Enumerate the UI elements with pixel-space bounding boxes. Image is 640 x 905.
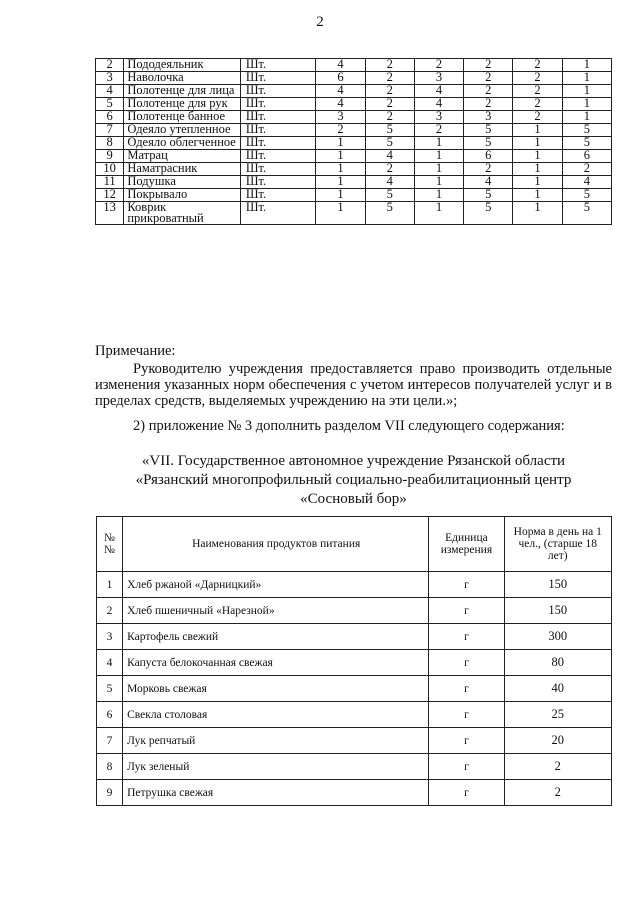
- norm-value: 2: [513, 98, 562, 111]
- item-name: Пододеяльник: [124, 59, 240, 72]
- item-name: Покрывало: [124, 189, 240, 202]
- norm-value: 4: [414, 98, 463, 111]
- row-number: 4: [97, 650, 123, 676]
- norm-value: 2: [365, 59, 414, 72]
- norm-value: 2: [513, 59, 562, 72]
- row-number: 1: [97, 572, 123, 598]
- norm-value: 5: [464, 137, 513, 150]
- amendment-text: 2) приложение № 3 дополнить разделом VII следующего содержания:: [133, 418, 565, 434]
- norm-value: 6: [562, 150, 611, 163]
- norm-value: 5: [464, 124, 513, 137]
- item-name: Подушка: [124, 176, 240, 189]
- item-unit: Шт.: [240, 98, 316, 111]
- norm-value: 6: [464, 150, 513, 163]
- daily-norm: 20: [504, 728, 611, 754]
- norm-value: 1: [414, 189, 463, 202]
- product-name: Петрушка свежая: [123, 780, 429, 806]
- norm-value: 5: [365, 202, 414, 225]
- norm-value: 2: [414, 59, 463, 72]
- norm-value: 5: [562, 137, 611, 150]
- item-name: Одеяло утепленное: [124, 124, 240, 137]
- item-unit: Шт.: [240, 72, 316, 85]
- item-name: Коврик прикроватный: [124, 202, 240, 225]
- row-number: 5: [96, 98, 124, 111]
- item-name: Полотенце для рук: [124, 98, 240, 111]
- norm-value: 1: [513, 189, 562, 202]
- norm-value: 4: [562, 176, 611, 189]
- section-heading: [95, 452, 612, 509]
- norm-value: 4: [316, 85, 365, 98]
- product-unit: г: [429, 676, 504, 702]
- norm-value: 1: [513, 202, 562, 225]
- product-name: Хлеб ржаной «Дарницкий»: [123, 572, 429, 598]
- norm-value: 2: [365, 98, 414, 111]
- item-name: Наматрасник: [124, 163, 240, 176]
- table-row: [97, 754, 612, 780]
- row-number: 6: [96, 111, 124, 124]
- row-number: 12: [96, 189, 124, 202]
- daily-norm: 2: [504, 754, 611, 780]
- item-name: Полотенце для лица: [124, 85, 240, 98]
- row-number: 10: [96, 163, 124, 176]
- norm-value: 1: [414, 176, 463, 189]
- daily-norm: 40: [504, 676, 611, 702]
- table-row: [97, 702, 612, 728]
- norm-value: 2: [365, 72, 414, 85]
- norm-value: 5: [365, 189, 414, 202]
- norm-value: 1: [513, 163, 562, 176]
- norm-value: 2: [513, 72, 562, 85]
- norm-value: 5: [464, 189, 513, 202]
- item-unit: Шт.: [240, 59, 316, 72]
- item-unit: Шт.: [240, 150, 316, 163]
- product-name: Лук репчатый: [123, 728, 429, 754]
- row-number: 13: [96, 202, 124, 225]
- norm-value: 2: [513, 85, 562, 98]
- row-number: 4: [96, 85, 124, 98]
- daily-norm: 25: [504, 702, 611, 728]
- header-product-name: Наименования продуктов питания: [123, 517, 429, 572]
- norm-value: 5: [365, 137, 414, 150]
- norm-value: 5: [562, 189, 611, 202]
- norm-value: 1: [513, 137, 562, 150]
- section-heading-line-1: «VII. Государственное автономное учреждение Рязанской области: [141, 453, 566, 469]
- daily-norm: 150: [504, 572, 611, 598]
- table-row: [97, 624, 612, 650]
- product-name: Лук зеленый: [123, 754, 429, 780]
- norm-value: 4: [464, 176, 513, 189]
- item-unit: Шт.: [240, 176, 316, 189]
- header-unit: Единица измерения: [429, 517, 504, 572]
- product-unit: г: [429, 728, 504, 754]
- item-name: Матрац: [124, 150, 240, 163]
- row-number: 7: [96, 124, 124, 137]
- norm-value: 2: [365, 111, 414, 124]
- item-name: Одеяло облегченное: [124, 137, 240, 150]
- row-number: 7: [97, 728, 123, 754]
- norm-value: 2: [464, 59, 513, 72]
- table-row: [97, 650, 612, 676]
- norm-value: 1: [562, 85, 611, 98]
- norm-value: 2: [562, 163, 611, 176]
- row-number: 11: [96, 176, 124, 189]
- norm-value: 4: [365, 150, 414, 163]
- norm-value: 1: [562, 111, 611, 124]
- norm-value: 2: [414, 124, 463, 137]
- row-number: 2: [96, 59, 124, 72]
- product-name: Морковь свежая: [123, 676, 429, 702]
- row-number: 8: [96, 137, 124, 150]
- norm-value: 1: [316, 189, 365, 202]
- food-table-header-row: [97, 517, 612, 572]
- daily-norm: 150: [504, 598, 611, 624]
- table-row: [97, 728, 612, 754]
- norm-value: 4: [316, 98, 365, 111]
- norm-value: 3: [414, 72, 463, 85]
- norm-value: 3: [414, 111, 463, 124]
- norm-value: 3: [464, 111, 513, 124]
- product-name: Хлеб пшеничный «Нарезной»: [123, 598, 429, 624]
- row-number: 3: [96, 72, 124, 85]
- norm-value: 1: [316, 176, 365, 189]
- norm-value: 2: [365, 85, 414, 98]
- table-row: [97, 598, 612, 624]
- norm-value: 1: [562, 59, 611, 72]
- item-unit: Шт.: [240, 85, 316, 98]
- product-unit: г: [429, 598, 504, 624]
- product-name: Капуста белокочанная свежая: [123, 650, 429, 676]
- row-number: 2: [97, 598, 123, 624]
- item-unit: Шт.: [240, 111, 316, 124]
- norm-value: 1: [316, 163, 365, 176]
- row-number: 6: [97, 702, 123, 728]
- item-unit: Шт.: [240, 202, 316, 225]
- norm-value: 1: [316, 150, 365, 163]
- norm-value: 1: [414, 150, 463, 163]
- norm-value: 2: [464, 98, 513, 111]
- norm-value: 2: [513, 111, 562, 124]
- norm-value: 2: [365, 163, 414, 176]
- food-norms-table: [96, 516, 612, 806]
- item-unit: Шт.: [240, 163, 316, 176]
- norm-value: 1: [562, 72, 611, 85]
- norm-value: 1: [316, 202, 365, 225]
- norm-value: 2: [464, 72, 513, 85]
- page-number: 2: [316, 14, 324, 30]
- row-number: 9: [97, 780, 123, 806]
- item-name: Полотенце банное: [124, 111, 240, 124]
- norm-value: 1: [513, 124, 562, 137]
- norm-value: 4: [316, 59, 365, 72]
- norm-value: 4: [414, 85, 463, 98]
- product-unit: г: [429, 754, 504, 780]
- norm-value: 6: [316, 72, 365, 85]
- norm-value: 2: [316, 124, 365, 137]
- header-num: № №: [97, 517, 123, 572]
- norm-value: 1: [513, 176, 562, 189]
- product-unit: г: [429, 702, 504, 728]
- product-unit: г: [429, 650, 504, 676]
- item-unit: Шт.: [240, 137, 316, 150]
- daily-norm: 300: [504, 624, 611, 650]
- norm-value: 1: [414, 137, 463, 150]
- table-row: [97, 572, 612, 598]
- product-unit: г: [429, 624, 504, 650]
- norm-value: 1: [316, 137, 365, 150]
- row-number: 9: [96, 150, 124, 163]
- norm-value: 1: [562, 98, 611, 111]
- table-row: [97, 676, 612, 702]
- row-number: 3: [97, 624, 123, 650]
- norm-value: 1: [414, 163, 463, 176]
- norm-value: 5: [562, 202, 611, 225]
- note-label: Примечание:: [95, 343, 176, 359]
- norm-value: 1: [513, 150, 562, 163]
- daily-norm: 2: [504, 780, 611, 806]
- item-unit: Шт.: [240, 124, 316, 137]
- section-heading-line-2: «Рязанский многопрофильный социально-реабилитационный центр: [135, 472, 572, 488]
- table-row: [97, 780, 612, 806]
- section-heading-line-3: «Сосновый бор»: [300, 491, 407, 507]
- table-row: [96, 202, 612, 225]
- norm-value: 2: [464, 85, 513, 98]
- item-name: Наволочка: [124, 72, 240, 85]
- norm-value: 5: [562, 124, 611, 137]
- norm-value: 3: [316, 111, 365, 124]
- header-norm: Норма в день на 1 чел., (старше 18 лет): [504, 517, 611, 572]
- norm-value: 4: [365, 176, 414, 189]
- linen-norms-table: [95, 58, 612, 225]
- daily-norm: 80: [504, 650, 611, 676]
- note-text: Руководителю учреждения предоставляется право производить отдельные изменения указанных норм обеспечения с учетом интересов получателей услуг и в пределах средств, выделяемых учреждению на эти цели.»;: [95, 361, 612, 409]
- item-unit: Шт.: [240, 189, 316, 202]
- row-number: 8: [97, 754, 123, 780]
- norm-value: 1: [414, 202, 463, 225]
- norm-value: 5: [464, 202, 513, 225]
- product-unit: г: [429, 572, 504, 598]
- norm-value: 2: [464, 163, 513, 176]
- product-unit: г: [429, 780, 504, 806]
- product-name: Свекла столовая: [123, 702, 429, 728]
- norm-value: 5: [365, 124, 414, 137]
- row-number: 5: [97, 676, 123, 702]
- product-name: Картофель свежий: [123, 624, 429, 650]
